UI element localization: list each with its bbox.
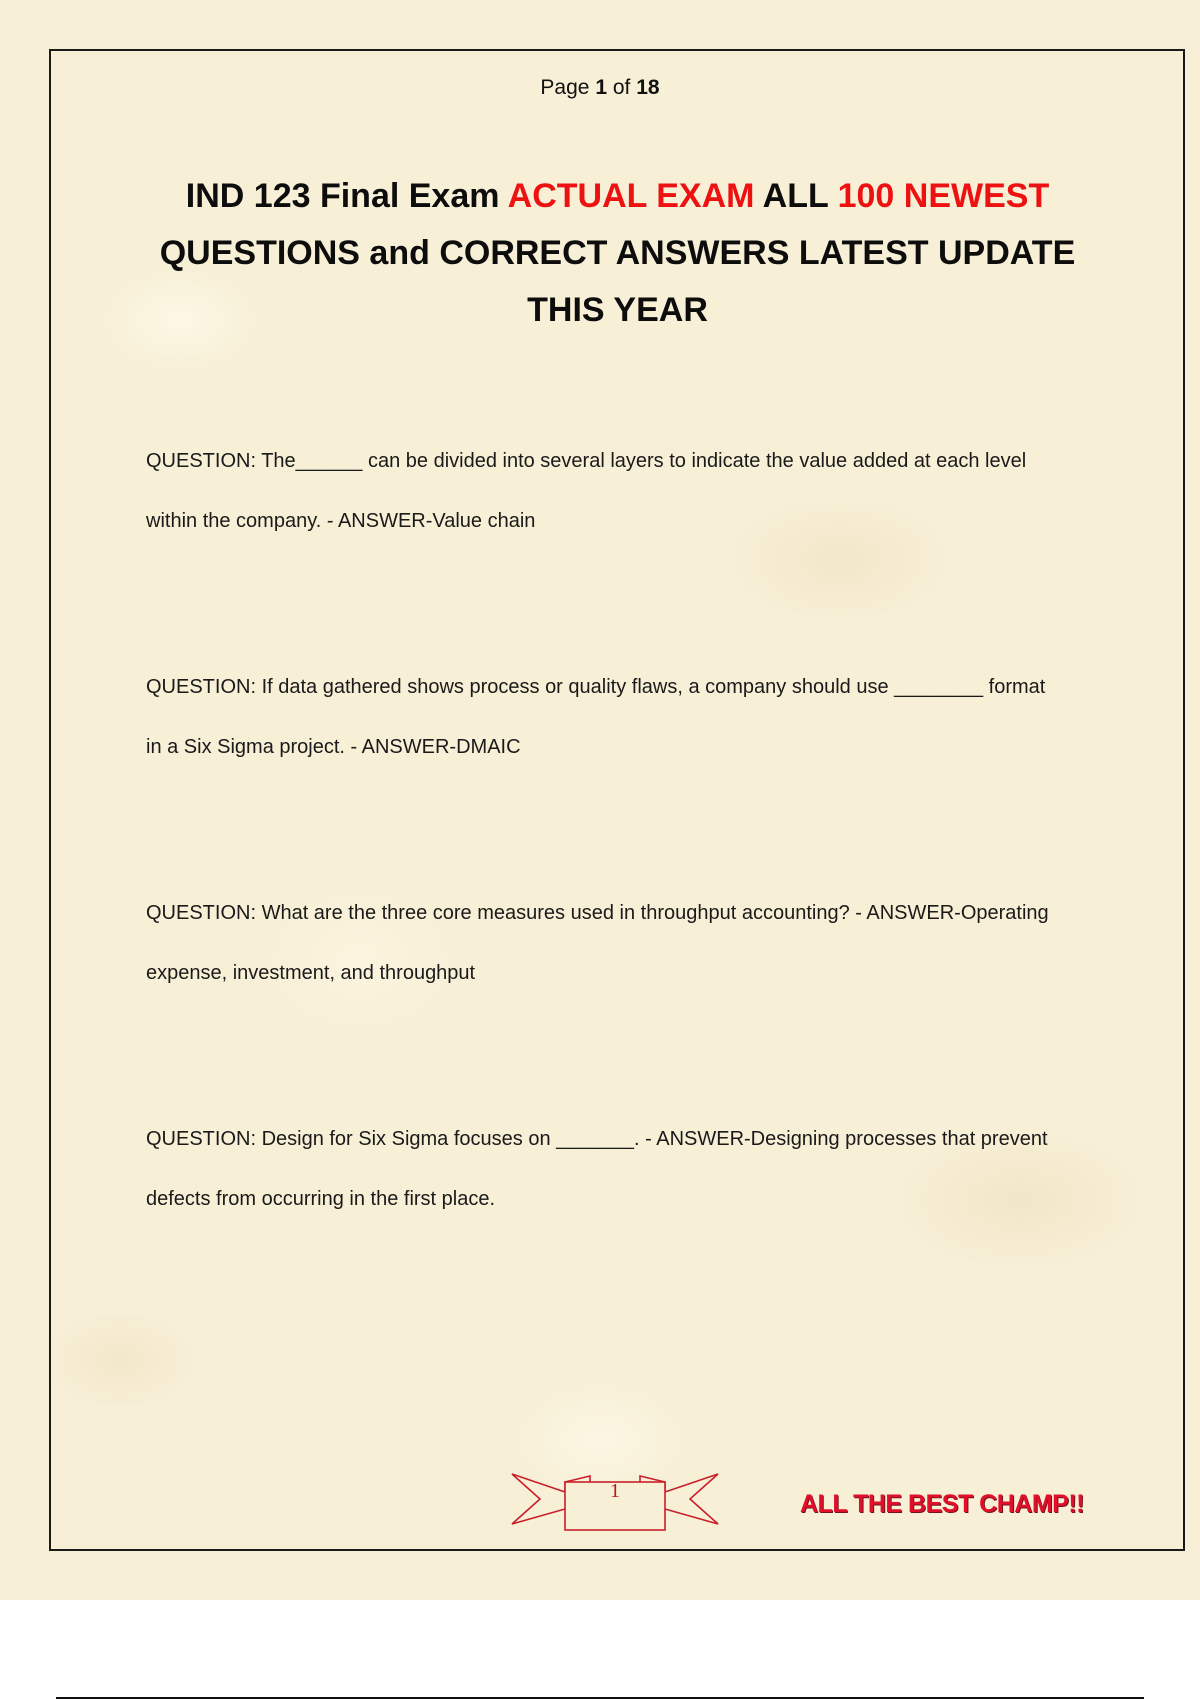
page-of: of — [612, 76, 631, 99]
question-answer-4: QUESTION: Design for Six Sigma focuses on _______. - ANSWER-Designing processes that prevent defects from occurring in the first place. — [146, 1128, 1048, 1210]
page-number — [0, 76, 1200, 100]
title-part-5: QUESTIONS and CORRECT ANSWERS LATEST UPDATE THIS YEAR — [159, 234, 1076, 329]
footer-page-number: 1 — [610, 1480, 620, 1502]
title-newest: 100 NEWEST — [837, 177, 1050, 215]
page-prefix: Page — [540, 76, 590, 99]
document-title — [150, 168, 1085, 339]
question-answer-3: QUESTION: What are the three core measures used in throughput accounting? - ANSWER-Operating expense, investment, and throughput — [146, 902, 1049, 984]
page-total: 18 — [636, 76, 660, 99]
title-part-1: IND 123 Final Exam — [185, 177, 508, 215]
bottom-divider — [56, 1697, 1144, 1699]
title-part-3: ALL — [754, 177, 838, 215]
page-current: 1 — [595, 76, 607, 99]
question-answer-2: QUESTION: If data gathered shows process or quality flaws, a company should use ________ format in a Six Sigma project. - ANSWER-DMAIC — [146, 676, 1046, 758]
footer-slogan: ALL THE BEST CHAMP!! — [800, 1490, 1084, 1518]
question-answer-1: QUESTION: The______ can be divided into several layers to indicate the value added at each level within the company. - ANSWER-Value chain — [146, 450, 1027, 532]
title-actual-exam: ACTUAL EXAM — [507, 177, 755, 215]
